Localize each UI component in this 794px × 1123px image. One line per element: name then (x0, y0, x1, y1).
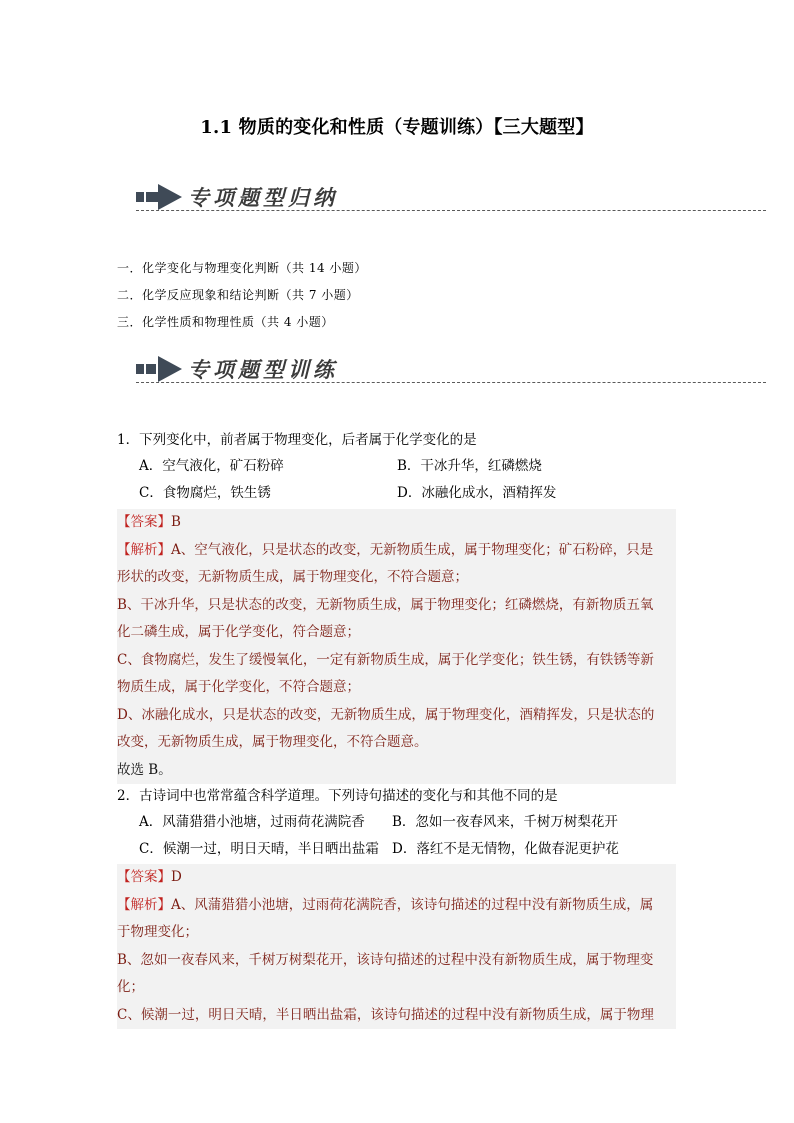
answer-line (117, 864, 676, 892)
question-1 (117, 427, 677, 507)
option-d: D．冰融化成水，酒精挥发 (397, 485, 557, 501)
answer-label: 【答案】 (117, 869, 171, 885)
answer-block-1 (117, 509, 676, 784)
analysis-line: C、食物腐烂，发生了缓慢氧化，一定有新物质生成，属于化学变化；铁生锈，有铁锈等新 (117, 651, 654, 668)
options-row (117, 836, 677, 863)
option-d: D．落红不是无情物，化做春泥更护花 (392, 841, 619, 857)
analysis-line: B、干冰升华，只是状态的改变，无新物质生成，属于物理变化；红磷燃烧，有新物质五氧 (117, 596, 654, 613)
question-stem: 2．古诗词中也常常蕴含科学道理。下列诗句描述的变化与和其他不同的是 (117, 788, 558, 804)
topic-item: 三．化学性质和物理性质（共 4 小题） (117, 315, 334, 329)
analysis-line: 化二磷生成，属于化学变化，符合题意； (117, 624, 360, 640)
analysis-line: D、冰融化成水，只是状态的改变，无新物质生成，属于物理变化，酒精挥发，只是状态的 (117, 706, 655, 723)
analysis-text: A、风蒲猎猎小池塘，过雨荷花满院香，该诗句描述的过程中没有新物质生成，属 (171, 896, 654, 913)
section-header-training (136, 352, 766, 386)
section-header-summary (136, 180, 766, 214)
dashed-divider (136, 382, 766, 383)
options-row (117, 480, 677, 507)
answer-value: D (171, 869, 182, 885)
question-2 (117, 783, 677, 863)
analysis-line: 物质生成，属于化学变化，不符合题意； (117, 679, 360, 695)
topic-item: 二．化学反应现象和结论判断（共 7 小题） (117, 288, 359, 302)
option-b: B．忽如一夜春风来，千树万树梨花开 (392, 814, 618, 830)
analysis-line: B、忽如一夜春风来，千树万树梨花开，该诗句描述的过程中没有新物质生成，属于物理变 (117, 951, 654, 968)
analysis-line: 化； (117, 979, 144, 995)
section-title: 专项题型训练 (188, 358, 338, 382)
arrow-icon (136, 184, 182, 210)
analysis-label: 【解析】 (117, 896, 171, 913)
section-title: 专项题型归纳 (188, 186, 338, 210)
page-title: 1.1 物质的变化和性质（专题训练）【三大题型】 (200, 117, 594, 138)
analysis-line: 形状的改变，无新物质生成，属于物理变化，不符合题意； (117, 569, 468, 585)
answer-label: 【答案】 (117, 514, 171, 530)
options-row (117, 453, 677, 480)
answer-block-2 (117, 864, 676, 1029)
option-a: A．空气液化，矿石粉碎 (139, 458, 284, 474)
arrow-icon (136, 356, 182, 382)
option-b: B．干冰升华，红磷燃烧 (397, 458, 542, 474)
analysis-line: 改变，无新物质生成，属于物理变化，不符合题意。 (117, 734, 428, 750)
analysis-line (117, 892, 676, 920)
analysis-line (117, 537, 676, 565)
analysis-line: 于物理变化； (117, 924, 198, 940)
analysis-label: 【解析】 (117, 541, 171, 558)
topic-item: 一．化学变化与物理变化判断（共 14 小题） (117, 261, 367, 275)
question-stem: 1．下列变化中，前者属于物理变化，后者属于化学变化的是 (117, 432, 477, 448)
option-c: C．食物腐烂，铁生锈 (139, 485, 271, 501)
analysis-line: C、候潮一过，明日天晴，半日晒出盐霜，该诗句描述的过程中没有新物质生成，属于物理 (117, 1006, 654, 1023)
answer-value: B (171, 514, 181, 530)
dashed-divider (136, 210, 766, 211)
answer-line (117, 509, 676, 537)
conclusion-line: 故选 B。 (117, 761, 172, 778)
options-row (117, 809, 677, 836)
topic-list (117, 258, 367, 339)
analysis-text: A、空气液化，只是状态的改变，无新物质生成，属于物理变化；矿石粉碎，只是 (171, 541, 654, 558)
option-c: C．候潮一过，明日天晴，半日晒出盐霜 (139, 841, 379, 857)
option-a: A．风蒲猎猎小池塘，过雨荷花满院香 (139, 814, 365, 830)
